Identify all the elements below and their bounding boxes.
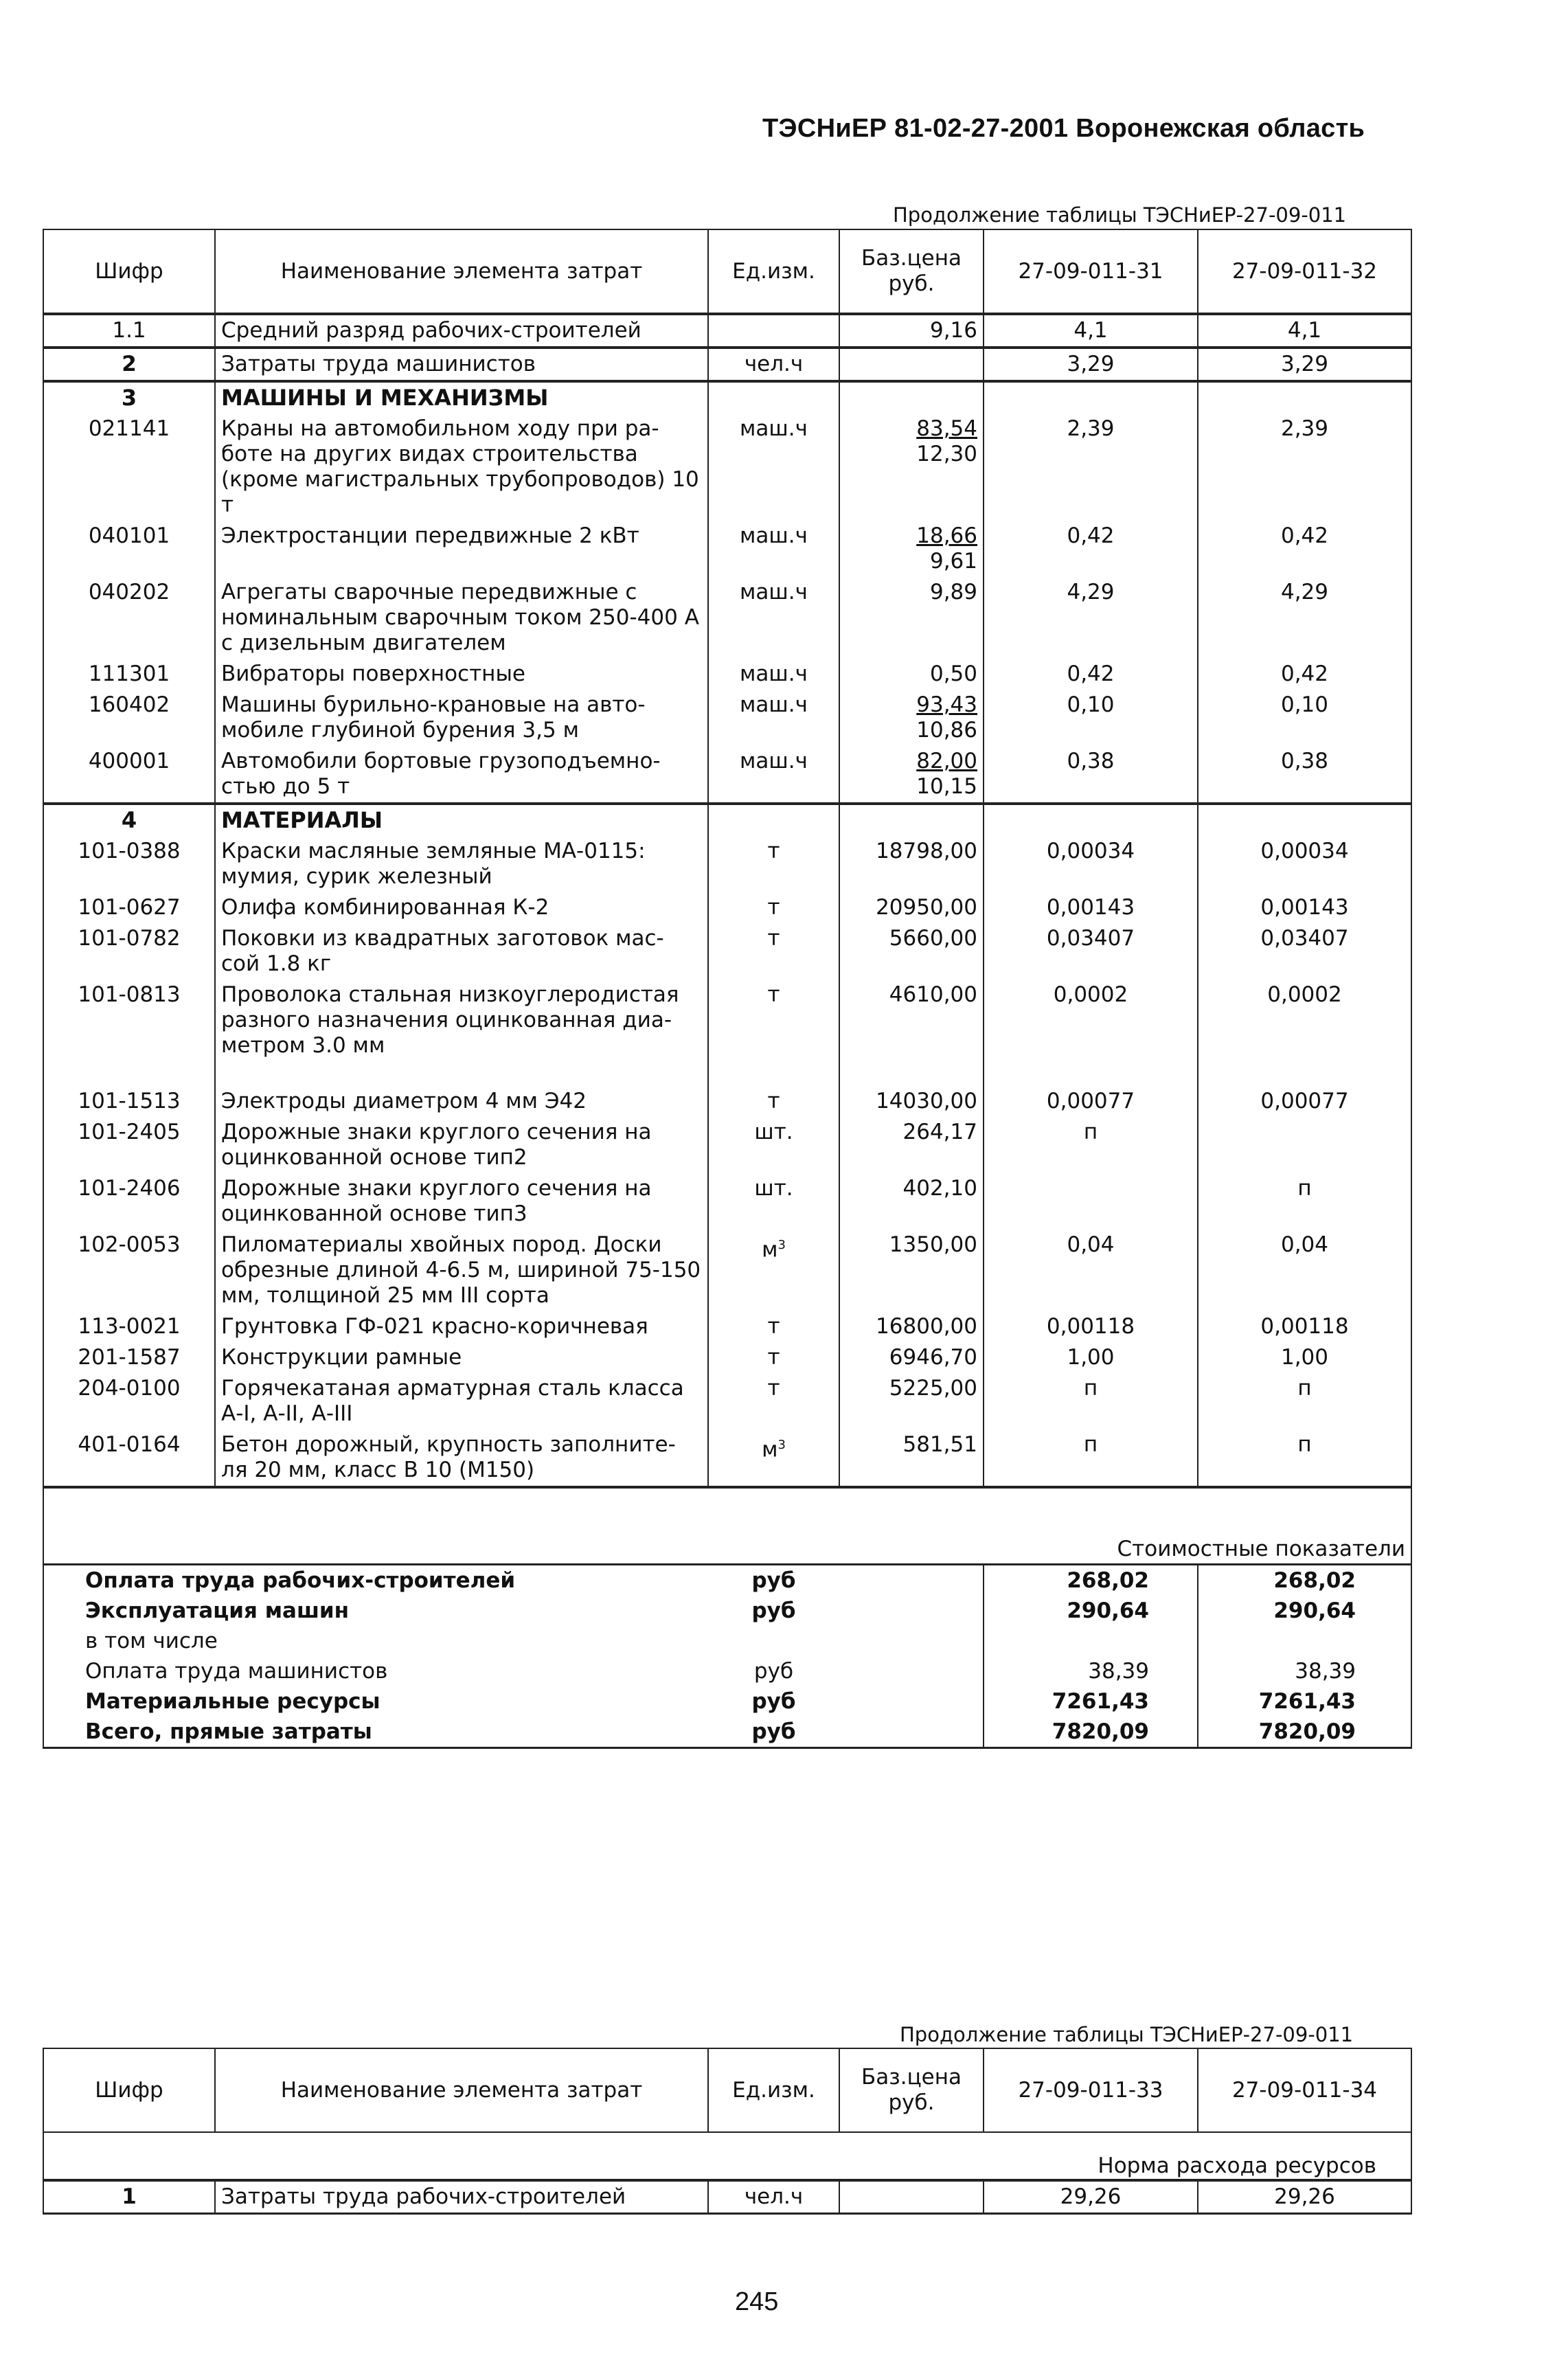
table-row [43, 746, 1411, 804]
row-price [839, 980, 984, 1086]
row-code: 040101 [43, 521, 215, 577]
price-value: 581,51 [902, 1432, 977, 1457]
row-code: 2 [43, 348, 215, 381]
price-value: 14030,00 [876, 1089, 977, 1113]
row-price [839, 1117, 984, 1173]
row-value-a: 0,04 [984, 1230, 1198, 1311]
row-value-a: 29,26 [984, 2180, 1198, 2214]
row-value-a: 3,29 [984, 348, 1198, 381]
table-row [43, 659, 1411, 690]
price-value: 10,86 [916, 718, 977, 743]
table-header-row [43, 229, 1411, 314]
cost-unit: руб [751, 1689, 796, 1714]
price-value: 4610,00 [889, 982, 977, 1007]
row-value-a: 0,03407 [984, 923, 1198, 980]
row-value-b [1198, 1117, 1411, 1173]
row-value-a: п [984, 1373, 1198, 1429]
section-title: МАШИНЫ И МЕХАНИЗМЫ [215, 381, 708, 414]
row-code: 201-1587 [43, 1342, 215, 1373]
norm-header-row [43, 2132, 1411, 2180]
resource-table-1 [43, 229, 1412, 1749]
unit-superscript: 3 [777, 1438, 786, 1452]
row-unit [708, 414, 839, 521]
empty-cell [839, 1717, 984, 1748]
cost-row [43, 1656, 1411, 1686]
unit-text: т [767, 982, 780, 1007]
header-code: Шифр [43, 229, 215, 314]
row-value-b: 4,29 [1198, 577, 1411, 659]
unit-text: т [767, 1376, 780, 1401]
row-name: Краны на автомобильном ходу при ра-боте на других видах строительства (кроме магистральных трубопроводов) 10 т [215, 414, 708, 521]
unit-text: маш.ч [740, 661, 808, 686]
row-code: 4 [43, 804, 215, 836]
row-price [839, 1086, 984, 1117]
cost-value-a: 7820,09 [984, 1717, 1198, 1748]
row-value-b: 29,26 [1198, 2180, 1411, 2214]
cost-value-b: 290,64 [1198, 1596, 1411, 1626]
unit-text: м [762, 1237, 778, 1263]
row-code: 102-0053 [43, 1230, 215, 1311]
row-code: 101-1513 [43, 1086, 215, 1117]
row-price [839, 690, 984, 746]
row-value-a: 0,00034 [984, 836, 1198, 892]
cost-value-b: 268,02 [1198, 1565, 1411, 1596]
row-value-a: 0,00143 [984, 892, 1198, 923]
header-col-a: 27-09-011-31 [984, 229, 1198, 314]
continuation-label-1: Продолжение таблицы ТЭСНиЕР-27-09-011 [893, 203, 1347, 227]
row-name: Электроды диаметром 4 мм Э42 [215, 1086, 708, 1117]
page-number: 245 [735, 2287, 779, 2316]
row-code: 160402 [43, 690, 215, 746]
row-unit [708, 1173, 839, 1230]
cost-value-b: 38,39 [1198, 1656, 1411, 1686]
cost-header-row [43, 1487, 1411, 1565]
header2-col-a: 27-09-011-33 [984, 2048, 1198, 2132]
row-name: Электростанции передвижные 2 кВт [215, 521, 708, 577]
row-price [839, 892, 984, 923]
unit-text: т [767, 1089, 780, 1113]
price-value: 10,15 [916, 774, 977, 799]
price-value: 0,50 [929, 661, 977, 686]
unit-superscript: 3 [777, 1238, 786, 1252]
cost-label: в том числе [43, 1626, 708, 1656]
table-row [43, 892, 1411, 923]
row-value-a: 0,00077 [984, 1086, 1198, 1117]
row-code: 021141 [43, 414, 215, 521]
cost-value-b [1198, 1626, 1411, 1656]
empty-cell [984, 804, 1198, 836]
empty-cell [708, 381, 839, 414]
cost-row [43, 1717, 1411, 1748]
price-value: 9,16 [929, 318, 977, 343]
price-value: 402,10 [902, 1176, 977, 1201]
header-col-b: 27-09-011-32 [1198, 229, 1411, 314]
row-price [839, 836, 984, 892]
cost-unit: руб [751, 1598, 796, 1623]
row-value-a: 0,10 [984, 690, 1198, 746]
table-row [43, 690, 1411, 746]
cost-header: Стоимостные показатели [43, 1487, 1411, 1565]
header-name: Наименование элемента затрат [215, 229, 708, 314]
price-value: 9,89 [929, 580, 977, 604]
row-name: Пиломатериалы хвойных пород. Доски обрезные длиной 4-6.5 м, шириной 75-150 мм, толщиной 25 мм III сорта [215, 1230, 708, 1311]
row-name: Грунтовка ГФ-021 красно-коричневая [215, 1311, 708, 1342]
row-unit [708, 1117, 839, 1173]
row-price [839, 1173, 984, 1230]
unit-text: т [767, 895, 780, 920]
unit-text: т [767, 839, 780, 863]
row-unit [708, 1230, 839, 1311]
row-name: Бетон дорожный, крупность заполните-ля 20 мм, класс В 10 (М150) [215, 1429, 708, 1487]
unit-text: т [767, 1314, 780, 1339]
cost-value-a: 7261,43 [984, 1686, 1198, 1717]
row-unit [708, 1373, 839, 1429]
header2-col-b: 27-09-011-34 [1198, 2048, 1411, 2132]
row-name: Поковки из квадратных заготовок мас-сой 1.8 кг [215, 923, 708, 980]
empty-cell [1198, 804, 1411, 836]
price-value: 6946,70 [889, 1345, 977, 1370]
price-value: 16800,00 [876, 1314, 977, 1339]
unit-text: маш.ч [740, 580, 808, 604]
row-value-b: 2,39 [1198, 414, 1411, 521]
header-unit: Ед.изм. [708, 229, 839, 314]
row-name: Агрегаты сварочные передвижные с номинальным сварочным током 250-400 А с дизельным двигателем [215, 577, 708, 659]
unit-text: маш.ч [740, 416, 808, 441]
row-unit [708, 314, 839, 348]
row-name: Вибраторы поверхностные [215, 659, 708, 690]
price-value: 18798,00 [876, 839, 977, 863]
row-value-a: п [984, 1117, 1198, 1173]
cost-value-b: 7820,09 [1198, 1717, 1411, 1748]
row-code: 101-0627 [43, 892, 215, 923]
row-unit [708, 348, 839, 381]
row-value-b: 0,03407 [1198, 923, 1411, 980]
continuation-label-2: Продолжение таблицы ТЭСНиЕР-27-09-011 [900, 2023, 1354, 2046]
norm-header: Норма расхода ресурсов [43, 2132, 1411, 2180]
row-price [839, 1311, 984, 1342]
section-title: МАТЕРИАЛЫ [215, 804, 708, 836]
row-name: Дорожные знаки круглого сечения на оцинкованной основе тип2 [215, 1117, 708, 1173]
table-row [43, 980, 1411, 1086]
row-value-b: 4,1 [1198, 314, 1411, 348]
section-row [43, 804, 1411, 836]
row-value-a: п [984, 1429, 1198, 1487]
row-unit [708, 892, 839, 923]
row-price [839, 314, 984, 348]
empty-cell [839, 1596, 984, 1626]
cost-value-a [984, 1626, 1198, 1656]
cost-label: Оплата труда машинистов [43, 1656, 708, 1686]
row-name: Затраты труда рабочих-строителей [215, 2180, 708, 2214]
row-unit [708, 836, 839, 892]
table-row [43, 1429, 1411, 1487]
row-value-b: 0,42 [1198, 659, 1411, 690]
row-value-a: 0,0002 [984, 980, 1198, 1086]
row-name: Машины бурильно-крановые на авто-мобиле глубиной бурения 3,5 м [215, 690, 708, 746]
row-code: 1.1 [43, 314, 215, 348]
price-total: 82,00 [916, 749, 977, 773]
unit-text: маш.ч [740, 692, 808, 717]
empty-cell [839, 1626, 984, 1656]
table-row [43, 1230, 1411, 1311]
row-code: 101-0388 [43, 836, 215, 892]
row-price [839, 521, 984, 577]
row-price [839, 746, 984, 804]
row-name: Горячекатаная арматурная сталь класса А-I, А-II, А-III [215, 1373, 708, 1429]
unit-text: м [762, 1437, 778, 1462]
cost-value-a: 268,02 [984, 1565, 1198, 1596]
row-value-a: 4,1 [984, 314, 1198, 348]
row-value-b: 0,00118 [1198, 1311, 1411, 1342]
price-value: 5660,00 [889, 926, 977, 951]
empty-cell [839, 1656, 984, 1686]
row-name: Олифа комбинированная К-2 [215, 892, 708, 923]
row-value-b: 0,10 [1198, 690, 1411, 746]
unit-text: шт. [754, 1176, 793, 1201]
unit-text: т [767, 1345, 780, 1370]
resource-table-2 [43, 2048, 1412, 2215]
empty-cell [984, 381, 1198, 414]
row-unit: чел.ч [708, 2180, 839, 2214]
unit-text: шт. [754, 1120, 793, 1144]
row-code: 3 [43, 381, 215, 414]
row-value-b: 3,29 [1198, 348, 1411, 381]
cost-unit: руб [708, 1717, 839, 1748]
row-value-a: 0,42 [984, 521, 1198, 577]
row-unit [708, 577, 839, 659]
row-unit [708, 1429, 839, 1487]
table-row [43, 521, 1411, 577]
price-value: 5225,00 [889, 1376, 977, 1401]
row-price [839, 348, 984, 381]
price-total: 18,66 [916, 523, 977, 548]
table-row [43, 414, 1411, 521]
header2-name: Наименование элемента затрат [215, 2048, 708, 2132]
empty-cell [1198, 381, 1411, 414]
table-row [43, 1086, 1411, 1117]
price-value: 1350,00 [889, 1232, 977, 1257]
row-price [839, 414, 984, 521]
table-row [43, 2180, 1411, 2214]
row-price [839, 1230, 984, 1311]
row-value-a: 0,38 [984, 746, 1198, 804]
row-value-b: 0,00077 [1198, 1086, 1411, 1117]
row-value-a: 1,00 [984, 1342, 1198, 1373]
row-price [839, 577, 984, 659]
table-row [43, 836, 1411, 892]
row-name: Затраты труда машинистов [215, 348, 708, 381]
cost-row [43, 1596, 1411, 1626]
unit-text: маш.ч [740, 749, 808, 773]
cost-value-a: 290,64 [984, 1596, 1198, 1626]
row-unit [708, 690, 839, 746]
row-unit [708, 1086, 839, 1117]
price-value: 264,17 [902, 1120, 977, 1144]
row-price [839, 2180, 984, 2214]
row-unit [708, 521, 839, 577]
row-code: 040202 [43, 577, 215, 659]
row-price [839, 1429, 984, 1487]
price-value: 12,30 [916, 442, 977, 466]
table-row [43, 348, 1411, 381]
cost-value-b: 7261,43 [1198, 1686, 1411, 1717]
unit-text: маш.ч [740, 523, 808, 548]
price-value: 9,61 [929, 549, 977, 574]
row-name: Проволока стальная низкоуглеродистая разного назначения оцинкованная диа-метром 3.0 мм [215, 980, 708, 1086]
empty-cell [839, 1565, 984, 1596]
cost-unit: руб [708, 1565, 839, 1596]
row-value-b: 1,00 [1198, 1342, 1411, 1373]
row-code: 101-2405 [43, 1117, 215, 1173]
table-row [43, 923, 1411, 980]
row-value-b: п [1198, 1429, 1411, 1487]
row-price [839, 1373, 984, 1429]
cost-unit [708, 1626, 839, 1656]
row-code: 400001 [43, 746, 215, 804]
row-code: 401-0164 [43, 1429, 215, 1487]
row-value-b: 0,00034 [1198, 836, 1411, 892]
row-unit [708, 1311, 839, 1342]
table-row [43, 314, 1411, 348]
row-value-b: 0,42 [1198, 521, 1411, 577]
row-unit [708, 1342, 839, 1373]
cost-label: Материальные ресурсы [43, 1686, 708, 1717]
header2-price: Баз.цена руб. [839, 2048, 984, 2132]
table-row [43, 577, 1411, 659]
row-value-b: 0,00143 [1198, 892, 1411, 923]
row-unit [708, 980, 839, 1086]
row-value-b: 0,0002 [1198, 980, 1411, 1086]
row-value-a: 2,39 [984, 414, 1198, 521]
cost-row [43, 1686, 1411, 1717]
row-name: Средний разряд рабочих-строителей [215, 314, 708, 348]
row-value-a: 4,29 [984, 577, 1198, 659]
cost-value-a: 38,39 [984, 1656, 1198, 1686]
row-name: Краски масляные земляные МА-0115: мумия, сурик железный [215, 836, 708, 892]
table-row [43, 1342, 1411, 1373]
cost-unit: руб [753, 1659, 794, 1684]
row-name: Дорожные знаки круглого сечения на оцинкованной основе тип3 [215, 1173, 708, 1230]
row-price [839, 1342, 984, 1373]
row-code: 1 [43, 2180, 215, 2214]
row-price [839, 659, 984, 690]
header2-unit: Ед.изм. [708, 2048, 839, 2132]
row-name: Автомобили бортовые грузоподъемно-стью до 5 т [215, 746, 708, 804]
empty-cell [839, 1686, 984, 1717]
row-unit [708, 923, 839, 980]
header-price: Баз.цена руб. [839, 229, 984, 314]
cost-row [43, 1565, 1411, 1596]
table2-header-row [43, 2048, 1411, 2132]
row-code: 113-0021 [43, 1311, 215, 1342]
empty-cell [708, 804, 839, 836]
price-total: 93,43 [916, 692, 977, 717]
unit-text: чел.ч [744, 352, 804, 376]
cost-label: Оплата труда рабочих-строителей [43, 1565, 708, 1596]
row-code: 101-2406 [43, 1173, 215, 1230]
row-value-b: 0,04 [1198, 1230, 1411, 1311]
row-value-a: 0,42 [984, 659, 1198, 690]
table-row [43, 1373, 1411, 1429]
row-code: 101-0782 [43, 923, 215, 980]
row-code: 204-0100 [43, 1373, 215, 1429]
table-row [43, 1117, 1411, 1173]
page-header-title: ТЭСНиЕР 81-02-27-2001 Воронежская область [762, 114, 1365, 143]
empty-cell [839, 804, 984, 836]
row-value-b: п [1198, 1373, 1411, 1429]
row-price [839, 923, 984, 980]
row-value-a: 0,00118 [984, 1311, 1198, 1342]
row-value-b: п [1198, 1173, 1411, 1230]
price-value: 20950,00 [876, 895, 977, 920]
row-code: 101-0813 [43, 980, 215, 1086]
cost-row [43, 1626, 1411, 1656]
section-row [43, 381, 1411, 414]
row-unit [708, 746, 839, 804]
empty-cell [839, 381, 984, 414]
cost-label: Всего, прямые затраты [43, 1717, 708, 1748]
unit-text: т [767, 926, 780, 951]
table-row [43, 1311, 1411, 1342]
header2-code: Шифр [43, 2048, 215, 2132]
row-unit [708, 659, 839, 690]
cost-label: Эксплуатация машин [43, 1596, 708, 1626]
row-code: 111301 [43, 659, 215, 690]
row-value-a [984, 1173, 1198, 1230]
table-row [43, 1173, 1411, 1230]
row-value-b: 0,38 [1198, 746, 1411, 804]
row-name: Конструкции рамные [215, 1342, 708, 1373]
price-total: 83,54 [916, 416, 977, 441]
